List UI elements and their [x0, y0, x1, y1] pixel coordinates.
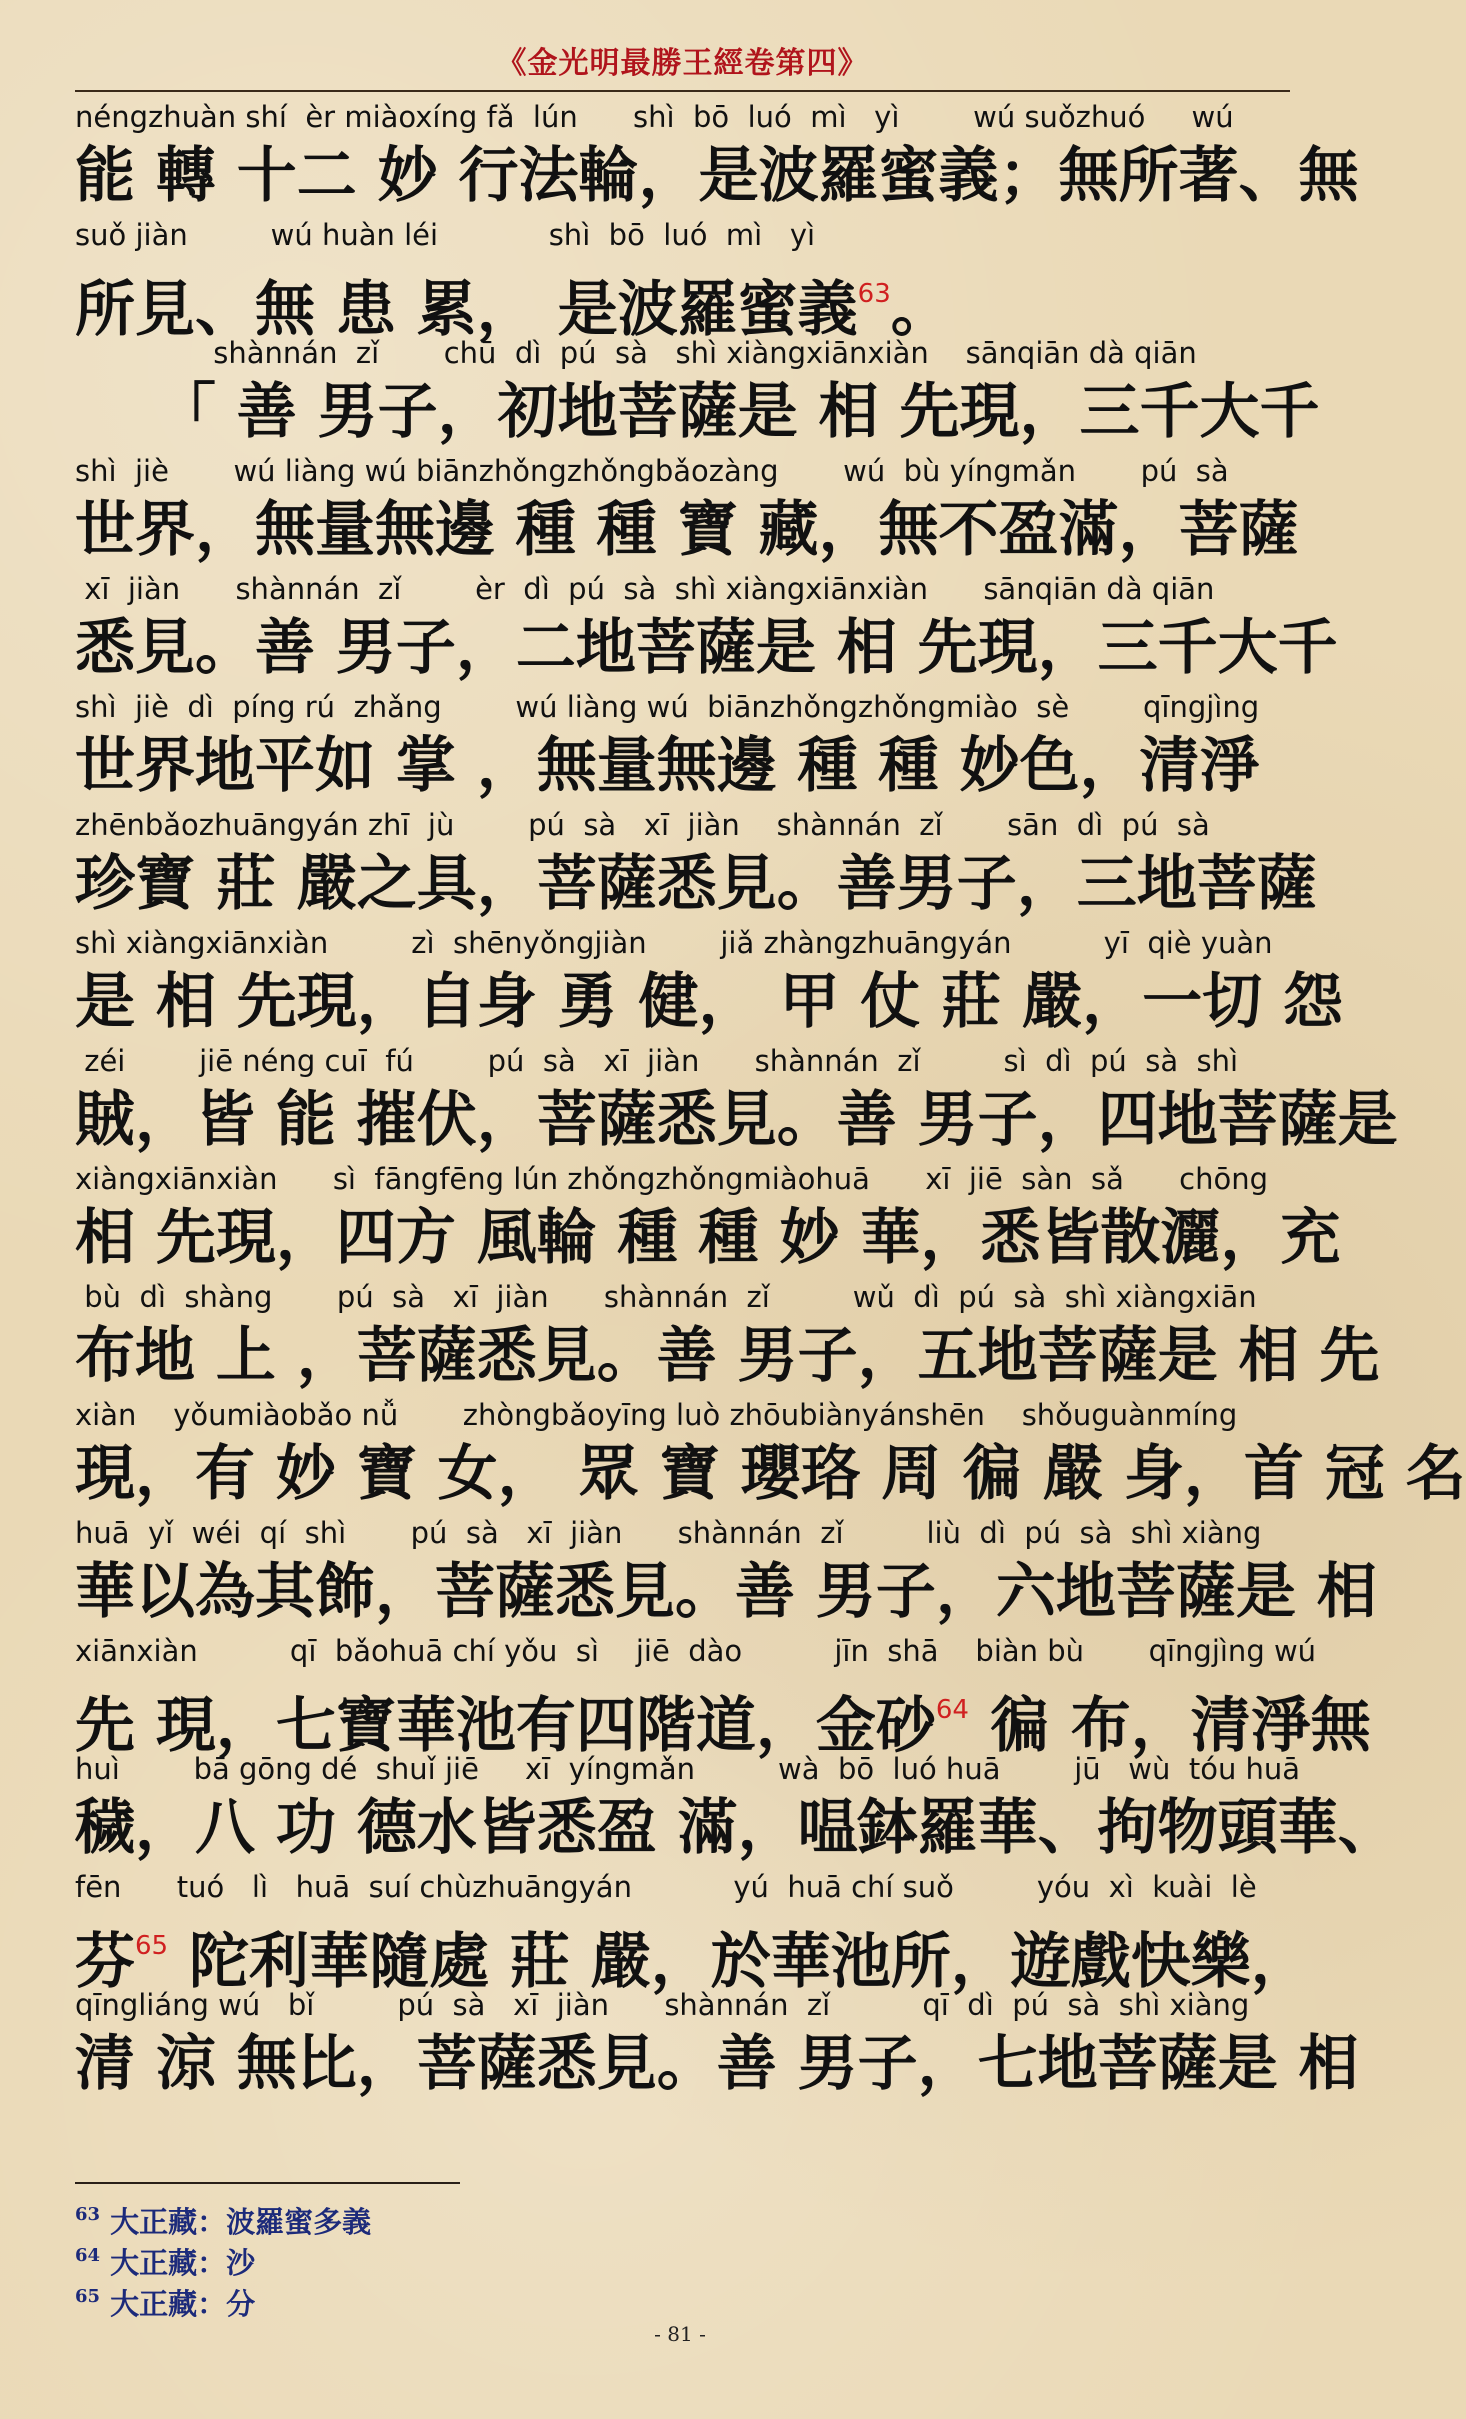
scripture-text: 能 轉 十二 妙 行法輪，是波羅蜜義；無所著、無 — [75, 141, 1359, 211]
scripture-text: 賊，皆 能 摧伏，菩薩悉見。善 男子，四地菩薩是 — [75, 1085, 1398, 1155]
footnote-text: 大正藏：沙 — [110, 2246, 256, 2280]
scripture-line — [75, 1198, 1341, 1278]
scripture-text: 世界，無量無邊 種 種 寶 藏，無不盈滿，菩薩 — [75, 495, 1299, 565]
pinyin-line: shànnán zǐ chū dì pú sà shì xiàngxiānxiàn sānqiān dà qiān — [75, 336, 1197, 370]
footnote-marker[interactable]: 64 — [935, 1695, 969, 1725]
pinyin-line: xiàngxiānxiàn sì fāngfēng lún zhǒngzhǒngmiàohuā xī jiē sàn sǎ chōng — [75, 1162, 1269, 1196]
pinyin-line: xiàn yǒumiàobǎo nǚ zhòngbǎoyīng luò zhōubiànyánshēn shǒuguànmíng — [75, 1398, 1238, 1432]
scripture-text: 相 先現，四方 風輪 種 種 妙 華，悉皆散灑，充 — [75, 1203, 1341, 1273]
footnotes — [75, 2194, 372, 2321]
footnote-marker[interactable]: 65 — [135, 1931, 169, 1961]
scripture-text: 穢，八 功 德水皆悉盈 滿，嗢鉢羅華、拘物頭華、 — [75, 1793, 1398, 1863]
scripture-line — [75, 254, 1290, 345]
scripture-line — [75, 1670, 1371, 1761]
scripture-text: 是 相 先現，自身 勇 健， 甲 仗 莊 嚴，一切 怨 — [75, 967, 1343, 1037]
scripture-line — [75, 490, 1299, 570]
scripture-text-continued: 徧 布，清淨無 — [968, 1691, 1371, 1761]
scripture-text-continued: 陀利華隨處 莊 嚴，於華池所，遊戲快樂， — [168, 1927, 1311, 1997]
scripture-text: 清 涼 無比，菩薩悉見。善 男子，七地菩薩是 相 — [75, 2029, 1359, 2099]
scripture-text: 現，有 妙 寶 女， 眾 寶 瓔珞 周 徧 嚴 身，首 冠 名 — [75, 1439, 1466, 1509]
book-title: 《金光明最勝王經卷第四》 — [496, 46, 869, 81]
scripture-line — [75, 2024, 1359, 2104]
pinyin-line: néngzhuàn shí èr miàoxíng fǎ lún shì bō luó mì yì wú suǒzhuó wú — [75, 100, 1234, 134]
scripture-text: 華以為其飾，菩薩悉見。善 男子，六地菩薩是 相 — [75, 1557, 1377, 1627]
pinyin-line: xī jiàn shànnán zǐ èr dì pú sà shì xiàngxiānxiàn sānqiān dà qiān — [75, 572, 1215, 606]
scripture-text: 布地 上 ，菩薩悉見。善 男子，五地菩薩是 相 先 — [75, 1321, 1380, 1391]
scripture-text-continued: 。 — [890, 275, 951, 345]
pinyin-line: bù dì shàng pú sà xī jiàn shànnán zǐ wǔ dì pú sà shì xiàngxiān — [75, 1280, 1257, 1314]
scripture-line — [75, 1906, 1311, 1997]
scripture-text: 先 現，七寶華池有四階道，金砂 — [75, 1691, 936, 1761]
pinyin-line: qīngliáng wú bǐ pú sà xī jiàn shànnán zǐ qī dì pú sà shì xiàng — [75, 1988, 1250, 2022]
scripture-text: 「 善 男子，初地菩薩是 相 先現，三千大千 — [75, 377, 1320, 447]
footnote-item — [75, 2194, 372, 2239]
pinyin-line: xiānxiàn qī bǎohuā chí yǒu sì jiē dào jīn shā biàn bù qīngjìng wú — [75, 1634, 1317, 1668]
scripture-line — [75, 1316, 1380, 1396]
scripture-text: 世界地平如 掌 ，無量無邊 種 種 妙色，清淨 — [75, 731, 1260, 801]
scripture-line — [75, 962, 1343, 1042]
scripture-line — [75, 1788, 1398, 1868]
pinyin-line: zhēnbǎozhuāngyán zhī jù pú sà xī jiàn shànnán zǐ sān dì pú sà — [75, 808, 1210, 842]
footnote-number: 65 — [75, 2286, 101, 2307]
scripture-line — [75, 372, 1320, 452]
scripture-text: 悉見。善 男子，二地菩薩是 相 先現，三千大千 — [75, 613, 1338, 683]
pinyin-line: shì xiàngxiānxiàn zì shēnyǒngjiàn jiǎ zhàngzhuāngyán yī qiè yuàn — [75, 926, 1273, 960]
pinyin-line: huì bā gōng dé shuǐ jiē xī yíngmǎn wà bō luó huā jū wù tóu huā — [75, 1752, 1301, 1786]
footnote-text: 大正藏：波羅蜜多義 — [110, 2205, 372, 2239]
scripture-body — [75, 98, 1466, 2104]
footnote-text: 大正藏：分 — [110, 2287, 256, 2321]
pinyin-line: fēn tuó lì huā suí chùzhuāngyán yú huā chí suǒ yóu xì kuài lè — [75, 1870, 1257, 1904]
scripture-text: 所見、無 患 累， 是波羅蜜義 — [75, 275, 858, 345]
page-header — [75, 44, 1290, 92]
footnote-number: 64 — [75, 2245, 101, 2266]
footnote-marker[interactable]: 63 — [857, 279, 891, 309]
pinyin-line: suǒ jiàn wú huàn léi shì bō luó mì yì — [75, 218, 816, 252]
footnote-item — [75, 2276, 371, 2321]
scripture-line — [75, 844, 1317, 924]
pinyin-line: shì jiè dì píng rú zhǎng wú liàng wú biānzhǒngzhǒngmiào sè qīngjìng — [75, 690, 1260, 724]
pinyin-line: huā yǐ wéi qí shì pú sà xī jiàn shànnán zǐ liù dì pú sà shì xiàng — [75, 1516, 1262, 1550]
scripture-line — [75, 726, 1290, 806]
scripture-line — [75, 1552, 1377, 1632]
footnote-item — [75, 2235, 371, 2280]
footnote-number: 63 — [75, 2204, 101, 2225]
scripture-line — [75, 608, 1338, 688]
pinyin-line: zéi jiē néng cuī fú pú sà xī jiàn shànnán zǐ sì dì pú sà shì — [75, 1044, 1239, 1078]
pinyin-line: shì jiè wú liàng wú biānzhǒngzhǒngbǎozàng wú bù yíngmǎn pú sà — [75, 454, 1229, 488]
scripture-line — [75, 1080, 1398, 1160]
page-number: - 81 - — [654, 2322, 706, 2346]
footnote-divider — [75, 2182, 460, 2184]
scripture-line — [75, 136, 1359, 216]
scripture-text: 芬 — [75, 1927, 135, 1997]
scripture-text: 珍寶 莊 嚴之具，菩薩悉見。善男子，三地菩薩 — [75, 849, 1317, 919]
scripture-line — [75, 1434, 1466, 1514]
